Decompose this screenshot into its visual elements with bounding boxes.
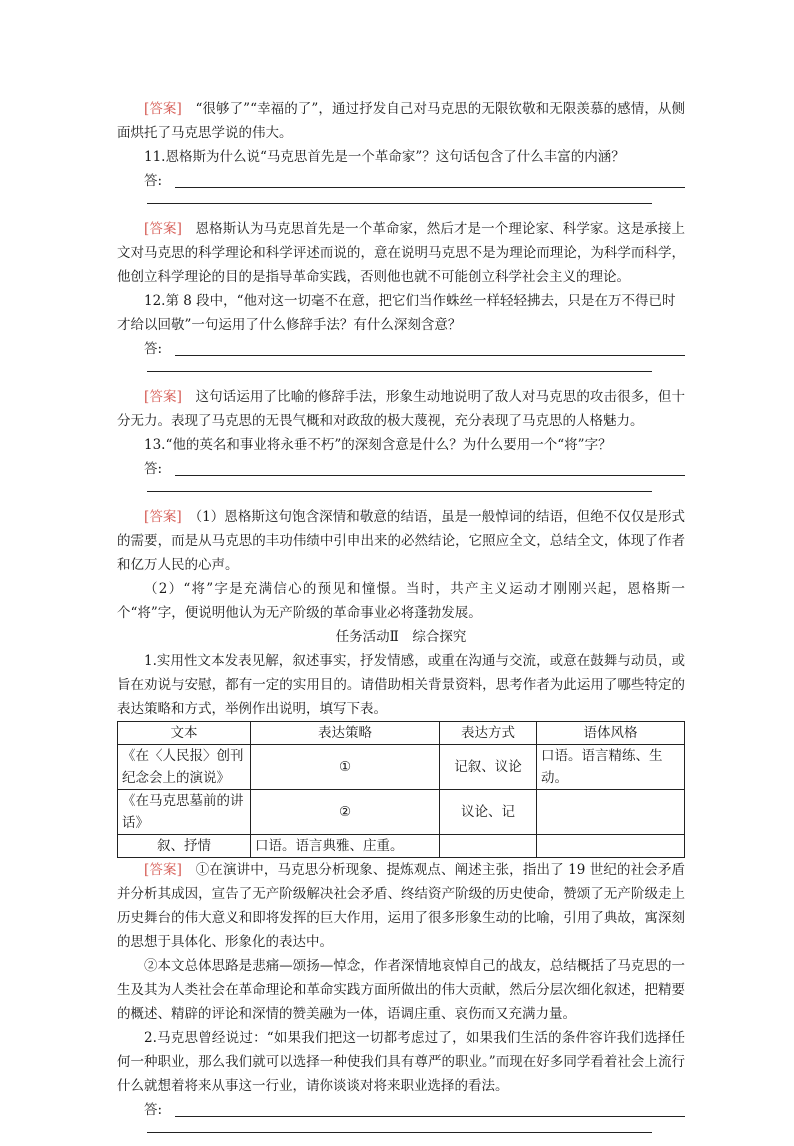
table-cell: 记叙、议论 <box>440 745 537 790</box>
expression-table <box>117 721 685 858</box>
answer-12: [答案] 这句话运用了比喻的修辞手法，形象生动地说明了敌人对马克思的攻击很多，但十分无力。表现了马克思的无畏气概和对政敌的极大蔑视，充分表现了马克思的人格魅力。 <box>117 389 686 429</box>
blank-line-11[interactable] <box>117 193 685 217</box>
question-2: 2.马克思曾经说过：“如果我们把这一切都考虑过了，如果我们生活的条件容许我们选择任何一种职业，那么我们就可以选择一种使我们具有尊严的职业。”而现在好多同学看着社会上流行什么就想着将来从事这一行业，请你谈谈对将来职业选择的看法。 <box>117 1030 685 1094</box>
table-row <box>118 790 685 835</box>
answer-10: [答案] “很够了”“幸福的了”，通过抒发自己对马克思的无限钦敬和无限羡慕的感情，从侧面烘托了马克思学说的伟大。 <box>117 101 685 141</box>
answer-11: [答案] 恩格斯认为马克思首先是一个革命家，然后才是一个理论家、科学家。这是承接上文对马克思的科学理论和科学评述而说的，意在说明马克思不是为理论而理论，为科学而科学，他创立科学理论的目的是指导革命实践，否则他也就不可能创立科学社会主义的理论。 <box>117 221 686 285</box>
table-cell: 叙、抒情 <box>118 835 251 858</box>
table-header: 语体风格 <box>537 722 685 745</box>
question-12: 12.第 8 段中，“他对这一切毫不在意，把它们当作蛛丝一样轻轻拂去，只是在万不得已时才给以回敬”一句运用了什么修辞手法？有什么深刻含意？ <box>117 293 676 333</box>
table-row <box>118 745 685 790</box>
table-cell: 口语。语言典雅、庄重。 <box>251 835 440 858</box>
table-header-row <box>118 722 685 745</box>
table-header: 表达策略 <box>251 722 440 745</box>
answer-line-12[interactable]: 答: <box>117 337 685 361</box>
table-header: 文本 <box>118 722 251 745</box>
table-cell: 《在〈人民报〉创刊纪念会上的演说》 <box>118 745 251 790</box>
table-row <box>118 835 685 858</box>
question-1: 1.实用性文本发表见解，叙述事实，抒发情感，或重在沟通与交流，或意在鼓舞与动员，或旨在劝说与安慰，都有一定的实用目的。请借助相关背景资料，思考作者为此运用了哪些特定的表达策略和方式，举例作出说明，填写下表。 <box>117 653 685 717</box>
table-header: 表达方式 <box>440 722 537 745</box>
answer-line-13[interactable]: 答: <box>117 457 685 481</box>
answer-1-part2: ②本文总体思路是悲痛—颂扬—悼念，作者深情地哀悼自己的战友，总结概括了马克思的一生及其为人类社会在革命理论和革命实践方面所做出的伟大贡献，然后分层次细化叙述，把精要的概述、精辟的评论和深情的赞美融为一体，语调庄重、哀伤而又充满力量。 <box>117 958 685 1022</box>
answer-tag: [答案] <box>144 389 182 405</box>
answer-13-part1: [答案] （1）恩格斯这句饱含深情和敬意的结语，虽是一般悼词的结语，但绝不仅仅是形式的需要，而是从马克思的丰功伟绩中引申出来的必然结论，它照应全文，总结全文，体现了作者和亿万人民的心声。 <box>117 509 686 573</box>
table-cell: 《在马克思墓前的讲话》 <box>118 790 251 835</box>
answer-line-11[interactable]: 答: <box>117 169 685 193</box>
answer-13-part2: （2）“将”字是充满信心的预见和憧憬。当时，共产主义运动才刚刚兴起，恩格斯一个“将”字，便说明他认为无产阶级的革命事业必将蓬勃发展。 <box>117 581 685 621</box>
answer-tag: [答案] <box>144 509 182 525</box>
table-cell <box>440 835 537 858</box>
table-cell: 口语。语言精练、生动。 <box>537 745 685 790</box>
table-cell[interactable]: ② <box>251 790 440 835</box>
document-page <box>117 97 685 1146</box>
table-cell: 议论、记 <box>440 790 537 835</box>
question-11: 11.恩格斯为什么说“马克思首先是一个革命家”？这句话包含了什么丰富的内涵？ <box>144 149 625 165</box>
question-13: 13.“他的英名和事业将永垂不朽”的深刻含意是什么？为什么要用一个“将”字？ <box>144 437 612 453</box>
table-cell <box>537 790 685 835</box>
answer-tag: [答案] <box>144 221 182 237</box>
answer-line-2[interactable]: 答: <box>117 1098 685 1122</box>
blank-line-2[interactable] <box>117 1122 685 1146</box>
blank-line-12[interactable] <box>117 361 685 385</box>
section-title: 任务活动Ⅱ 综合探究 <box>335 629 467 645</box>
table-cell[interactable]: ① <box>251 745 440 790</box>
blank-line-13[interactable] <box>117 481 685 505</box>
answer-tag: [答案] <box>144 862 182 878</box>
answer-1-part1: [答案] ①在演讲中，马克思分析现象、提炼观点、阐述主张，指出了 19 世纪的社会矛盾并分析其成因，宣告了无产阶级解决社会矛盾、终结资产阶级的历史使命，赞颂了无产阶级走上历史舞台的伟大意义和即将发挥的巨大作用，运用了很多形象生动的比喻，引用了典故，寓深刻的思想于具体化、形象化的表达中。 <box>117 862 686 950</box>
table-cell <box>537 835 685 858</box>
answer-tag: [答案] <box>144 101 182 117</box>
